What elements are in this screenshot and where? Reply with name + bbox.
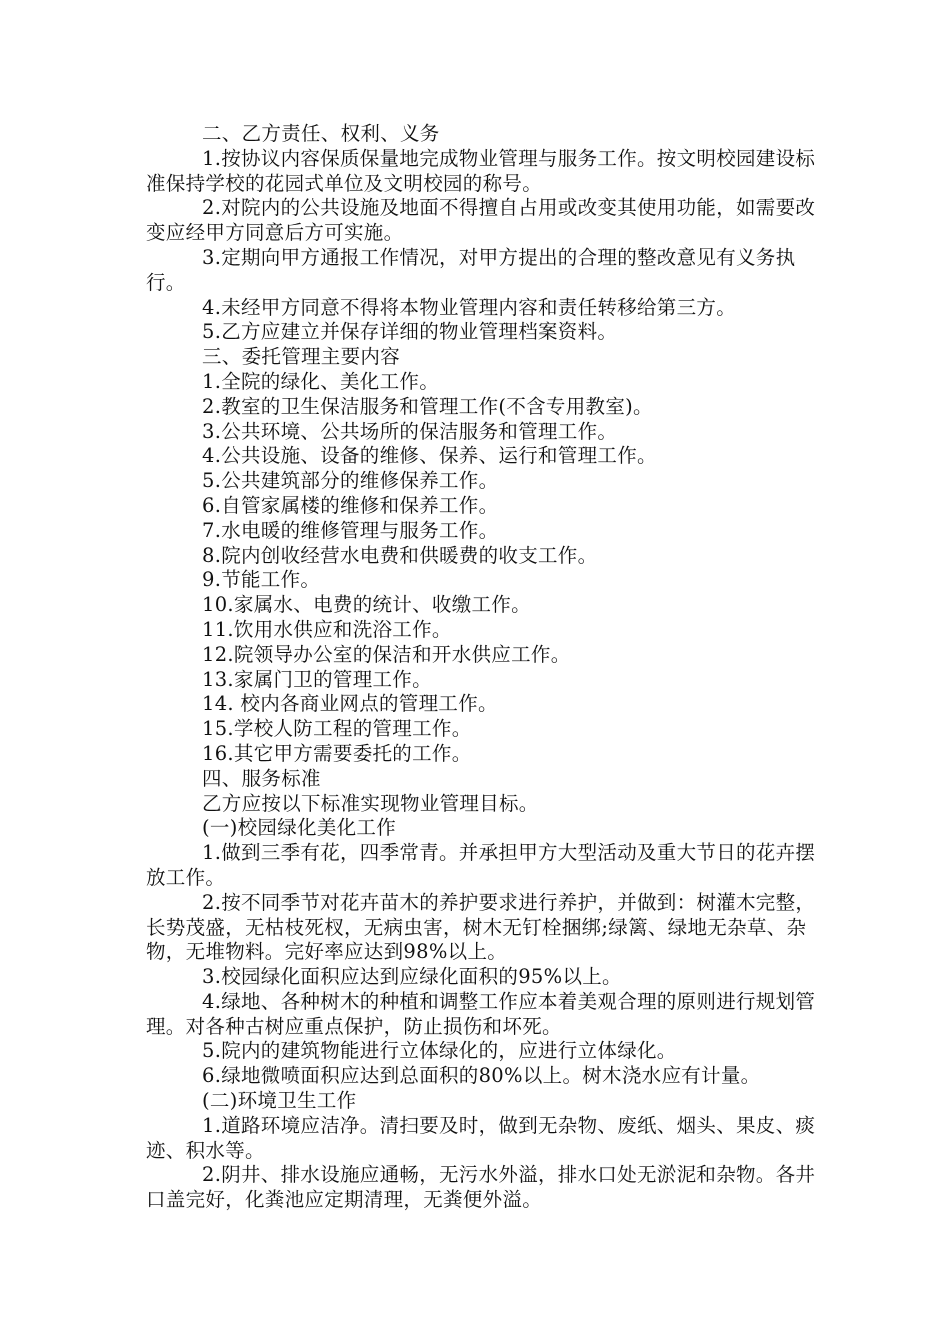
paragraph: 四、服务标准 [202,766,321,790]
paragraph: 15.学校人防工程的管理工作。 [202,717,472,741]
paragraph: 1.全院的绿化、美化工作。 [202,369,440,393]
paragraph: 1.做到三季有花，四季常青。并承担甲方大型活动及重大节日的花卉摆放工作。 [146,841,816,889]
paragraph: 二、乙方责任、权利、义务 [202,122,440,145]
paragraph: 6.自管家属楼的维修和保养工作。 [202,493,499,517]
paragraph: 2.按不同季节对花卉苗木的养护要求进行养护，并做到：树灌木完整，长势茂盛，无枯枝死杈，无病虫害，树木无钉栓捆绑;绿篱、绿地无杂草、杂物，无堆物料。完好率应达到98%以上。 [146,890,816,964]
paragraph: 4.未经甲方同意不得将本物业管理内容和责任转移给第三方。 [202,295,737,319]
paragraph: 14. 校内各商业网点的管理工作。 [202,692,498,716]
paragraph: (一)校园绿化美化工作 [202,816,397,840]
paragraph: 1.道路环境应洁净。清扫要及时，做到无杂物、废纸、烟头、果皮、痰迹、积水等。 [146,1113,816,1162]
paragraph: 3.公共环境、公共场所的保洁服务和管理工作。 [202,419,618,443]
paragraph: 10.家属水、电费的统计、收缴工作。 [202,593,531,617]
paragraph: (二)环境卫生工作 [202,1089,357,1113]
document-body [146,122,826,1213]
paragraph: 5.公共建筑部分的维修保养工作。 [202,469,499,493]
paragraph: 11.饮用水供应和洗浴工作。 [202,617,452,641]
paragraph: 乙方应按以下标准实现物业管理目标。 [202,791,539,815]
paragraph: 13.家属门卫的管理工作。 [202,667,432,691]
paragraph: 3.校园绿化面积应达到应绿化面积的95%以上。 [202,965,622,989]
paragraph: 9.节能工作。 [202,568,321,592]
paragraph: 8.院内创收经营水电费和供暖费的收支工作。 [202,543,598,567]
paragraph: 2.教室的卫生保洁服务和管理工作(不含专用教室)。 [202,394,653,418]
paragraph: 4.绿地、各种树木的种植和调整工作应本着美观合理的原则进行规划管理。对各种古树应重点保护，防止损伤和坏死。 [146,989,816,1038]
paragraph: 7.水电暖的维修管理与服务工作。 [202,518,499,542]
paragraph: 三、委托管理主要内容 [202,345,401,369]
paragraph: 16.其它甲方需要委托的工作。 [202,741,472,765]
paragraph: 3.定期向甲方通报工作情况，对甲方提出的合理的整改意见有义务执行。 [146,245,796,294]
paragraph: 5.院内的建筑物能进行立体绿化的，应进行立体绿化。 [202,1039,677,1063]
paragraph: 5.乙方应建立并保存详细的物业管理档案资料。 [202,320,618,344]
paragraph: 6.绿地微喷面积应达到总面积的80%以上。树木浇水应有计量。 [202,1064,761,1088]
paragraph: 4.公共设施、设备的维修、保养、运行和管理工作。 [202,444,657,468]
paragraph: 1.按协议内容保质保量地完成物业管理与服务工作。按文明校园建设标准保持学校的花园式单位及文明校园的称号。 [146,146,816,195]
paragraph: 12.院领导办公室的保洁和开水供应工作。 [202,642,571,666]
paragraph: 2.阴井、排水设施应通畅，无污水外溢，排水口处无淤泥和杂物。各井口盖完好，化粪池应定期清理，无粪便外溢。 [146,1163,816,1212]
paragraph: 2.对院内的公共设施及地面不得擅自占用或改变其使用功能，如需要改变应经甲方同意后方可实施。 [146,196,816,245]
